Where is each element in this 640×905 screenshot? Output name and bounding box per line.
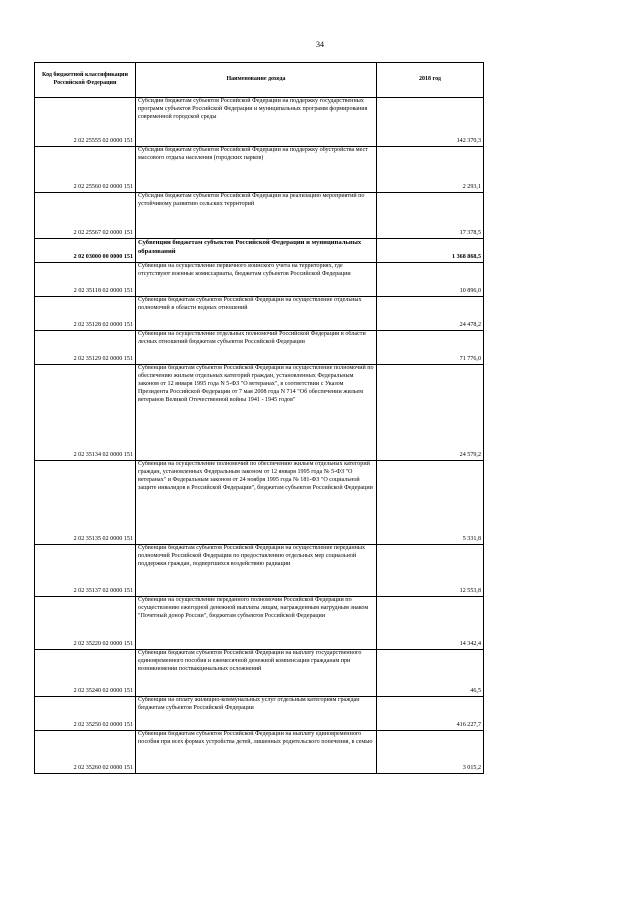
row-amount: 2 293,1 [377, 147, 484, 193]
header-amount: 2018 год [377, 63, 484, 98]
revenue-table [34, 62, 484, 774]
row-amount: 24 579,2 [377, 365, 484, 461]
row-amount: 12 553,8 [377, 545, 484, 597]
table-row [35, 193, 484, 239]
row-amount: 3 015,2 [377, 731, 484, 774]
row-amount: 142 370,3 [377, 98, 484, 147]
table-row [35, 597, 484, 650]
row-amount: 10 896,0 [377, 263, 484, 297]
header-code: Код бюджетной классификации Российской Федерации [35, 63, 136, 98]
row-code: 2 02 35260 02 0000 151 [35, 731, 136, 774]
row-code: 2 02 35220 02 0000 151 [35, 597, 136, 650]
table-row [35, 297, 484, 331]
row-amount: 24 478,2 [377, 297, 484, 331]
table-row [35, 331, 484, 365]
row-code: 2 02 35118 02 0000 151 [35, 263, 136, 297]
page-number: 34 [316, 40, 324, 49]
row-amount: 71 776,0 [377, 331, 484, 365]
row-name: Субсидии бюджетам субъектов Российской Федерации на поддержку обустройства мест массового отдыха населения (городских парков) [136, 147, 377, 193]
table-row [35, 263, 484, 297]
row-amount: 14 342,4 [377, 597, 484, 650]
row-code: 2 02 35129 02 0000 151 [35, 331, 136, 365]
row-name: Субсидии бюджетам субъектов Российской Федерации на реализацию мероприятий по устойчивому развитию сельских территорий [136, 193, 377, 239]
row-amount: 46,5 [377, 650, 484, 697]
row-amount: 17 378,5 [377, 193, 484, 239]
row-name: Субвенции бюджетам субъектов Российской Федерации на выплату единовременного пособия при всех формах устройства детей, лишенных родительского попечения, в семью [136, 731, 377, 774]
row-code: 2 02 35240 02 0000 151 [35, 650, 136, 697]
row-name: Субвенции бюджетам субъектов Российской Федерации на осуществление переданных полномочий Российской Федерации по предоставлению отдельных мер социальной поддержки граждан, подвергшихся воздействию радиации [136, 545, 377, 597]
table-row [35, 147, 484, 193]
row-name: Субвенции на осуществление полномочий по обеспечению жильем отдельных категорий граждан, установленных Федеральным законом от 12 января 1995 года № 5-ФЗ "О ветеранах" и Федеральным законом от 24 ноября 1995 года № 181-ФЗ "О социальной защите инвалидов в Российской Федерации", бюджетам субъектов Российской Федерации [136, 461, 377, 545]
row-code: 2 02 35134 02 0000 151 [35, 365, 136, 461]
row-name: Субвенции на осуществление отдельных полномочий Российской Федерации в области лесных отношений бюджетам субъектов Российской Федерации [136, 331, 377, 365]
row-amount: 5 331,8 [377, 461, 484, 545]
table-header-row [35, 63, 484, 98]
row-name: Субвенции бюджетам субъектов Российской Федерации на выплату государственного единовременного пособия и ежемесячной денежной компенсации гражданам при возникновении поствакцинальных осложнений [136, 650, 377, 697]
row-code: 2 02 35128 02 0000 151 [35, 297, 136, 331]
row-amount: 416 227,7 [377, 697, 484, 731]
table-row [35, 365, 484, 461]
table-row [35, 697, 484, 731]
row-code: 2 02 35137 02 0000 151 [35, 545, 136, 597]
row-code: 2 02 35135 02 0000 151 [35, 461, 136, 545]
row-name: Субвенции на осуществление первичного воинского учета на территориях, где отсутствуют военные комиссариаты, бюджетам субъектов Российской Федерации [136, 263, 377, 297]
table-row [35, 461, 484, 545]
row-name: Субвенции бюджетам субъектов Российской Федерации на осуществление полномочий по обеспечению жильем отдельных категорий граждан, установленных Федеральным законом от 12 января 1995 года N 5-ФЗ "О ветеранах", в соответствии с Указом Президента Российской Федерации от 7 мая 2008 года N 714 "Об обеспечении жильем ветеранов Великой Отечественной войны 1941 - 1945 годов" [136, 365, 377, 461]
row-amount: 1 368 868,5 [377, 239, 484, 263]
row-name: Субвенции бюджетам субъектов Российской Федерации и муниципальных образований [136, 239, 377, 263]
table-row [35, 731, 484, 774]
row-name: Субсидии бюджетам субъектов Российской Федерации на поддержку государственных программ субъектов Российской Федерации и муниципальных программ формирования современной городской среды [136, 98, 377, 147]
table-row-total [35, 239, 484, 263]
table-row [35, 545, 484, 597]
table-row [35, 98, 484, 147]
row-name: Субвенции бюджетам субъектов Российской Федерации на осуществление отдельных полномочий в области водных отношений [136, 297, 377, 331]
table-row [35, 650, 484, 697]
row-code: 2 02 35250 02 0000 151 [35, 697, 136, 731]
row-code: 2 02 03000 00 0000 151 [35, 239, 136, 263]
row-code: 2 02 25560 02 0000 151 [35, 147, 136, 193]
row-code: 2 02 25567 02 0000 151 [35, 193, 136, 239]
row-code: 2 02 25555 02 0000 151 [35, 98, 136, 147]
row-name: Субвенции на оплату жилищно-коммунальных услуг отдельным категориям граждан бюджетам субъектов Российской Федерации [136, 697, 377, 731]
header-name: Наименование дохода [136, 63, 377, 98]
row-name: Субвенции на осуществление переданного полномочия Российской Федерации по осуществлению ежегодной денежной выплаты лицам, награжденным нагрудным знаком "Почетный донор России", бюджетам субъектов Российской Федерации [136, 597, 377, 650]
